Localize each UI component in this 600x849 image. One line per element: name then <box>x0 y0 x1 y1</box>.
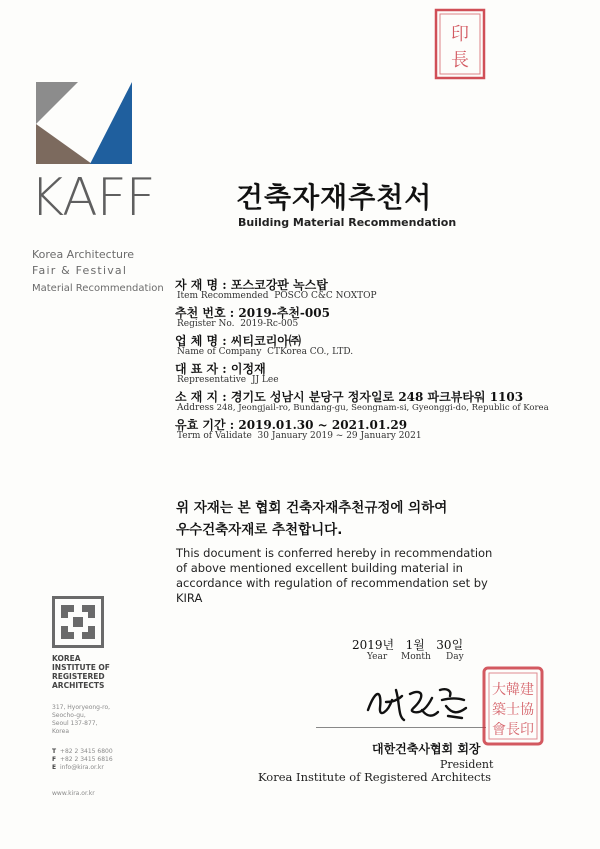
document-title-korean: 건축자재추천서 <box>236 181 433 214</box>
date-year-label: Year <box>367 652 388 662</box>
president-title-korean: 대한건축사협회 회장 <box>372 742 481 756</box>
kaff-logo-mark <box>34 80 134 166</box>
top-seal-stamp <box>430 4 490 84</box>
kaff-subtitle-line2: Fair & Festival <box>32 264 128 277</box>
kira-name-line4: ARCHITECTS <box>52 681 105 690</box>
logo-brown-triangle <box>36 124 92 164</box>
bottom-seal-glyph-2: 築士協 <box>492 702 534 718</box>
organization-name-english: Korea Institute of Registered Architects <box>258 770 491 784</box>
field-register-en: Register No. 2019-Rc-005 <box>177 319 299 329</box>
field-representative-en: Representative JJ Lee <box>177 375 279 385</box>
kira-name-line1: KOREA <box>52 654 81 663</box>
kira-address-line2: Seocho-gu, <box>52 712 86 719</box>
top-seal-glyph-2: 長 <box>451 50 469 71</box>
document-title-english: Building Material Recommendation <box>238 216 457 229</box>
field-address-ko: 소 재 지 : 경기도 성남시 분당구 정자일로 248 파크뷰타워 1103 <box>175 390 524 404</box>
field-representative-ko: 대 표 자 : 이정재 <box>175 362 266 376</box>
field-register-ko: 추천 번호 : 2019-추천-005 <box>175 306 330 320</box>
kaff-subtitle-line3: Material Recommendation <box>32 283 164 294</box>
statement-english-line1: This document is conferred hereby in recommendation <box>176 546 493 560</box>
president-seal-stamp <box>480 664 546 748</box>
field-company-ko: 업 체 명 : 씨티코리아㈜ <box>175 334 301 348</box>
kira-fax: F +82 2 3415 6816 <box>52 756 113 763</box>
president-signature <box>362 680 472 724</box>
logo-gray-triangle <box>36 82 78 124</box>
kira-name-line2: INSTITUTE OF <box>52 663 110 672</box>
kira-email: E info@kira.or.kr <box>52 764 104 771</box>
signature-line <box>316 727 486 728</box>
statement-english-line4: KIRA <box>176 591 203 605</box>
bottom-seal-glyph-3: 會長印 <box>492 722 534 738</box>
kira-address-line3: Seoul 137-877, <box>52 720 98 727</box>
logo-blue-triangle <box>90 82 132 164</box>
date-day-label: Day <box>446 652 464 662</box>
date-month-label: Month <box>401 652 431 662</box>
kira-address-line4: Korea <box>52 728 70 735</box>
president-title-english: President <box>440 758 494 771</box>
field-validity-ko: 유효 기간 : 2019.01.30 ~ 2021.01.29 <box>175 418 408 432</box>
statement-english-line3: accordance with regulation of recommendation set by <box>176 576 488 590</box>
kira-name-line3: REGISTERED <box>52 672 105 681</box>
kira-address-line1: 317, Hyoryeong-ro, <box>52 704 111 711</box>
statement-korean-line2: 우수건축자재로 추천합니다. <box>176 522 343 538</box>
kaff-subtitle-line1: Korea Architecture <box>32 248 135 261</box>
issue-date: 2019년 1월 30일 <box>352 638 464 652</box>
field-item-ko: 자 재 명 : 포스코강판 녹스탑 <box>175 278 328 292</box>
field-company-en: Name of Company CTKorea CO., LTD. <box>177 347 354 357</box>
top-seal-glyph-1: 印 <box>451 24 469 45</box>
kira-website: www.kira.or.kr <box>52 790 95 797</box>
field-validity-en: Term of Validate 30 January 2019 ~ 29 January 2021 <box>177 431 422 441</box>
bottom-seal-glyph-1: 大韓建 <box>492 682 534 698</box>
field-address-en: Address 248, Jeongjail-ro, Bundang-gu, Seongnam-si, Gyeonggi-do, Republic of Korea <box>177 403 549 413</box>
kaff-wordmark: KAFF <box>30 168 155 228</box>
statement-korean-line1: 위 자재는 본 협회 건축자재추천규정에 의하여 <box>176 500 448 516</box>
kira-telephone: T +82 2 3415 6800 <box>52 748 113 755</box>
field-item-en: Item Recommended POSCO C&C NOXTOP <box>177 291 377 301</box>
kira-logo-mark <box>52 596 104 648</box>
statement-english-line2: of above mentioned excellent building material in <box>176 561 463 575</box>
